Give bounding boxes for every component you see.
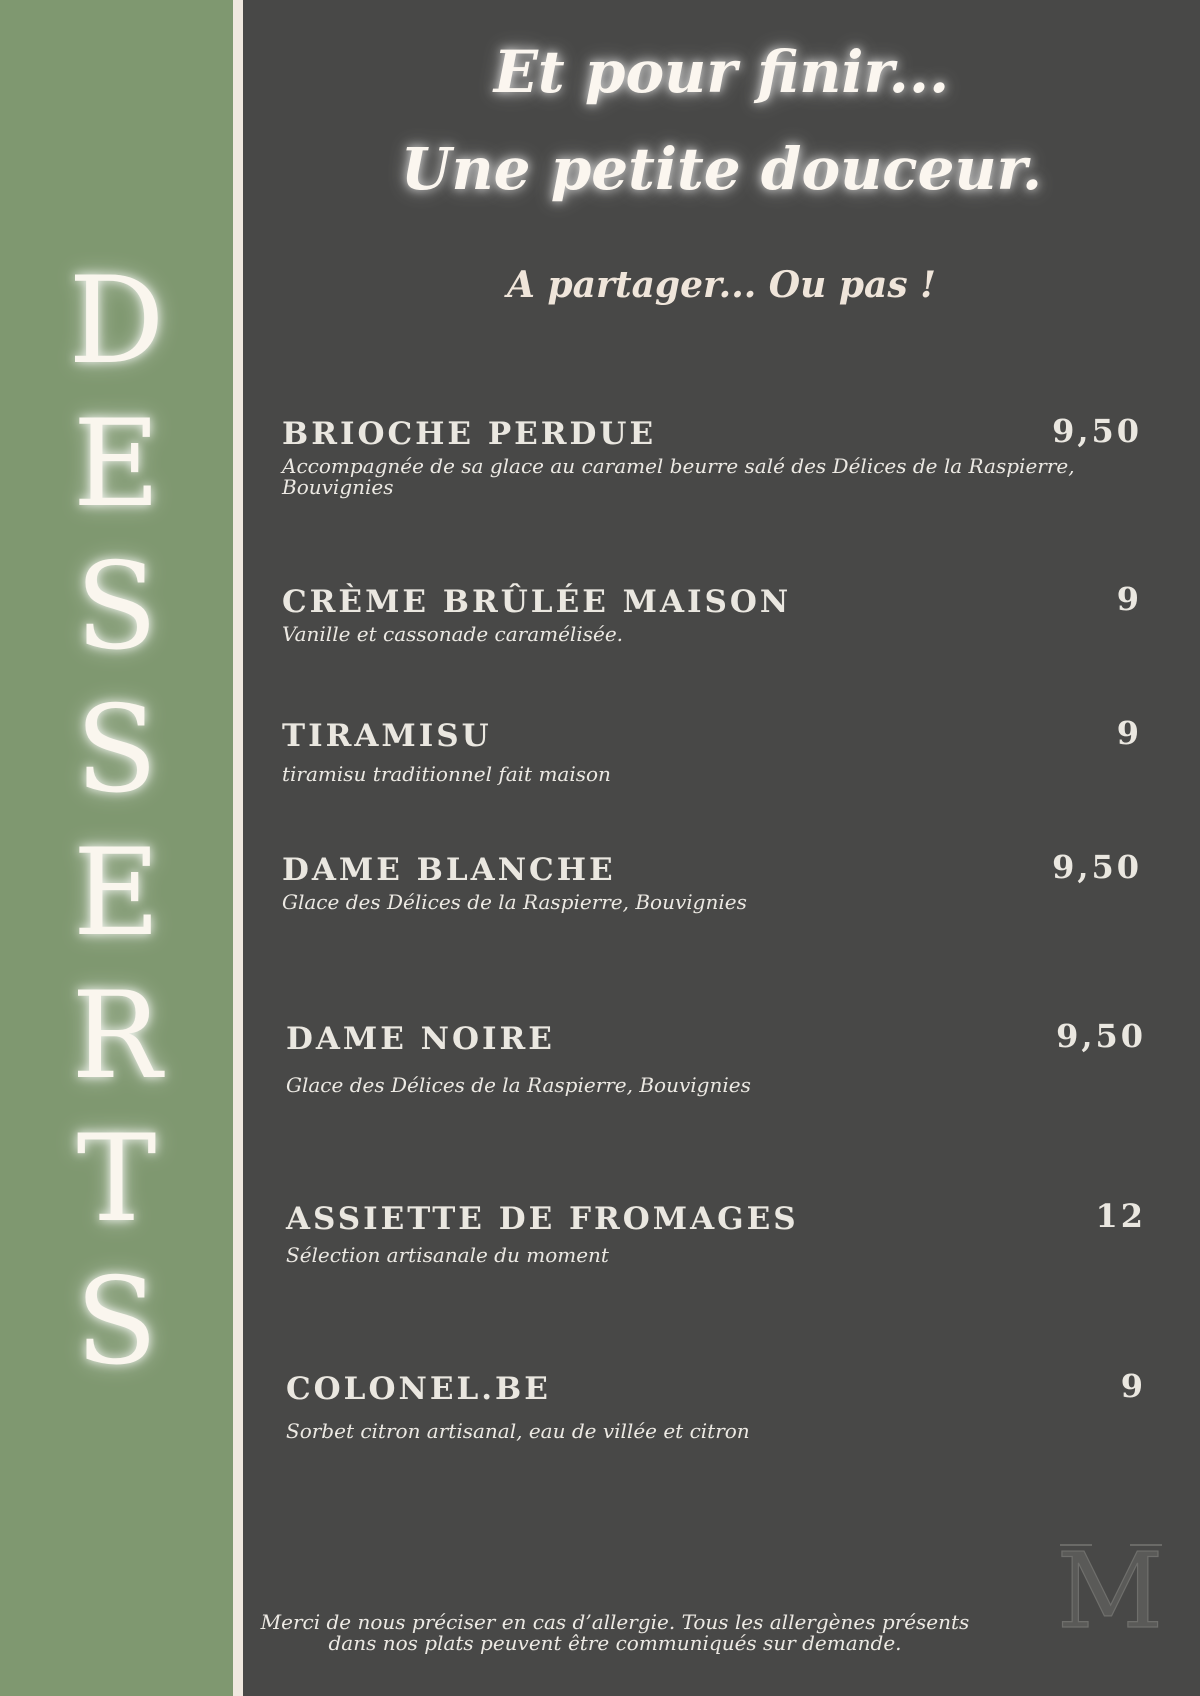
sidebar-letter: D xyxy=(68,252,165,391)
menu-item xyxy=(286,1367,1146,1443)
menu-item-price: 9 xyxy=(1120,1367,1146,1405)
sidebar-letter: S xyxy=(75,681,158,820)
menu-item-price: 9,50 xyxy=(1056,1017,1146,1055)
menu-item-name: ASSIETTE DE FROMAGES xyxy=(286,1201,799,1237)
menu-item-name: TIRAMISU xyxy=(282,718,492,754)
menu-item-description: Accompagnée de sa glace au caramel beurre salé des Délices de la Raspierre, Bouvignies xyxy=(282,454,1075,499)
menu-item-description: Sélection artisanale du moment xyxy=(286,1243,609,1267)
menu-item-price: 9 xyxy=(1116,714,1142,752)
menu-item-price: 9,50 xyxy=(1052,848,1142,886)
menu-item xyxy=(282,714,1142,786)
sidebar-letter: T xyxy=(76,1110,157,1249)
headline-line-2: Une petite douceur. xyxy=(400,135,1043,203)
menu-item-description: Glace des Délices de la Raspierre, Bouvignies xyxy=(282,890,747,914)
menu-item xyxy=(286,1197,1146,1267)
menu-item-description: Vanille et cassonade caramélisée. xyxy=(282,622,624,646)
sidebar-letter: S xyxy=(75,1253,158,1392)
monogram-logo-icon xyxy=(1050,1535,1170,1645)
menu-item-description: Glace des Délices de la Raspierre, Bouvignies xyxy=(286,1073,751,1097)
sidebar-divider xyxy=(233,0,243,1696)
menu-item-price: 12 xyxy=(1095,1197,1146,1235)
sidebar-letter: S xyxy=(75,538,158,677)
sidebar-letter: R xyxy=(71,967,162,1106)
menu-item xyxy=(282,580,1142,646)
logo-letter: M xyxy=(1056,1535,1164,1645)
menu-item-price: 9 xyxy=(1116,580,1142,618)
menu-item-description: tiramisu traditionnel fait maison xyxy=(282,762,611,786)
headline-line-1: Et pour finir... xyxy=(493,38,950,106)
menu-item xyxy=(282,412,1142,499)
menu-item-description: Sorbet citron artisanal, eau de villée et citron xyxy=(286,1419,750,1443)
menu-item xyxy=(282,848,1142,914)
menu-item-name: DAME NOIRE xyxy=(286,1021,555,1057)
sidebar-letter: E xyxy=(72,824,161,963)
subtitle: A partager... Ou pas ! xyxy=(507,264,936,306)
allergy-note: Merci de nous préciser en cas d’allergie. Tous les allergènes présents dans nos plats peuvent être communiqués sur demande. xyxy=(260,1610,970,1655)
menu-item-name: DAME BLANCHE xyxy=(282,852,616,888)
menu-item-name: CRÈME BRÛLÉE MAISON xyxy=(282,584,792,620)
menu-item-name: BRIOCHE PERDUE xyxy=(282,416,657,452)
sidebar-letter: E xyxy=(72,395,161,534)
menu-item-price: 9,50 xyxy=(1052,412,1142,450)
menu-item xyxy=(286,1017,1146,1097)
menu-item-name: COLONEL.BE xyxy=(286,1371,551,1407)
